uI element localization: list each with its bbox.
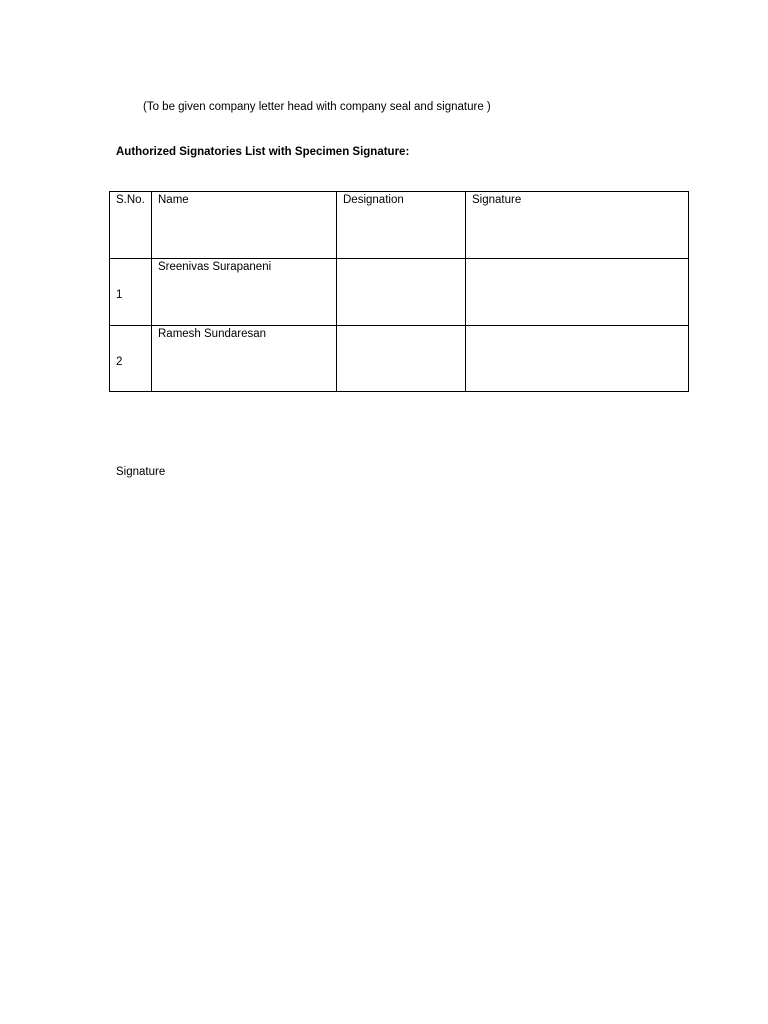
- name-cell: Sreenivas Surapaneni: [152, 259, 337, 326]
- designation-cell: [337, 326, 466, 392]
- header-sno: S.No.: [110, 192, 152, 259]
- table-header-row: [110, 192, 689, 259]
- signature-cell: [466, 259, 689, 326]
- letterhead-instruction: (To be given company letter head with company seal and signature ): [143, 101, 491, 113]
- sno-value: 1: [116, 289, 123, 301]
- table-row: [110, 259, 689, 326]
- signatories-table: [109, 191, 689, 392]
- sno-cell: [110, 259, 152, 326]
- sno-cell: [110, 326, 152, 392]
- table-row: [110, 326, 689, 392]
- document-heading: Authorized Signatories List with Specimen Signature:: [116, 146, 410, 158]
- header-signature: Signature: [466, 192, 689, 259]
- designation-cell: [337, 259, 466, 326]
- signature-cell: [466, 326, 689, 392]
- sno-value: 2: [116, 356, 123, 368]
- header-designation: Designation: [337, 192, 466, 259]
- footer-signature-label: Signature: [116, 466, 166, 478]
- header-name: Name: [152, 192, 337, 259]
- name-cell: Ramesh Sundaresan: [152, 326, 337, 392]
